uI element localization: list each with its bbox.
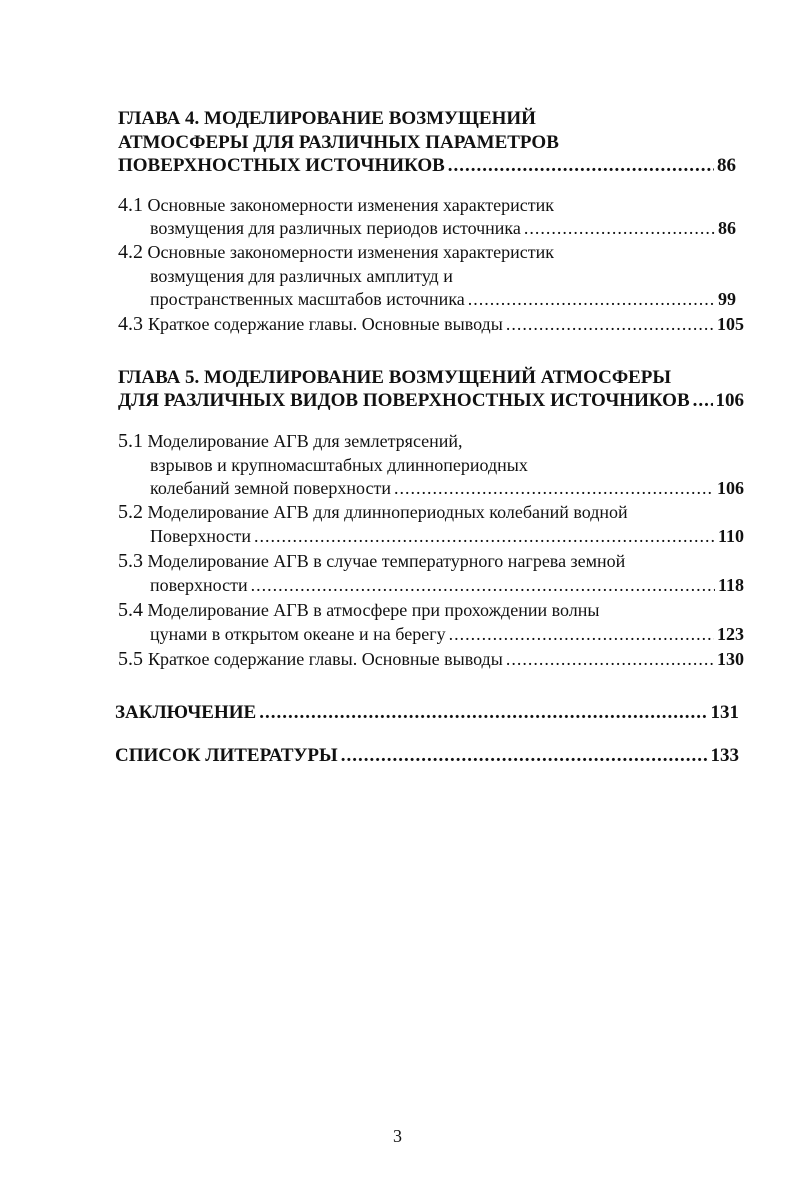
sec-4-1-line1 xyxy=(118,194,554,216)
sec-4-3-row[interactable] xyxy=(118,313,744,335)
leader-dots xyxy=(448,155,714,177)
leader-dots xyxy=(449,623,714,645)
ch4-title-row[interactable] xyxy=(118,155,736,177)
sec-4-1-number: 4.1 xyxy=(118,194,143,216)
leader-dots xyxy=(468,288,715,310)
sec-5-4-number: 5.4 xyxy=(118,599,143,621)
sec-4-2-row[interactable] xyxy=(150,288,736,310)
leader-dots xyxy=(394,477,714,499)
sec-5-2-line1 xyxy=(118,501,628,523)
sec-5-1-text1: Моделирование АГВ для землетрясений, xyxy=(147,431,463,451)
sec-5-2-text2: Поверхности xyxy=(150,526,251,546)
sec-4-2-text3: пространственных масштабов источника xyxy=(150,289,465,309)
sec-5-1-page: 106 xyxy=(717,478,744,498)
leader-dots xyxy=(693,390,713,412)
sec-4-1-text1: Основные закономерности изменения характеристик xyxy=(147,195,555,215)
sec-5-3-page: 118 xyxy=(717,575,744,595)
leader-dots xyxy=(524,217,715,239)
sec-5-4-line1 xyxy=(118,599,599,621)
ch5-title-line2: ДЛЯ РАЗЛИЧНЫХ ВИДОВ ПОВЕРХНОСТНЫХ ИСТОЧНИКОВ xyxy=(118,390,690,411)
leader-dots xyxy=(506,648,714,670)
sec-5-2-number: 5.2 xyxy=(118,501,143,523)
sec-5-5-page: 130 xyxy=(717,649,744,669)
references-page: 133 xyxy=(710,745,739,766)
sec-5-2-row[interactable] xyxy=(150,525,744,547)
sec-4-2-number: 4.2 xyxy=(118,241,143,263)
page-number: 3 xyxy=(393,1126,402,1146)
sec-5-3-text1: Моделирование АГВ в случае температурного нагрева земной xyxy=(147,551,626,571)
sec-5-2-text1: Моделирование АГВ для длиннопериодных колебаний водной xyxy=(147,502,628,522)
ch5-title-line1: ГЛАВА 5. МОДЕЛИРОВАНИЕ ВОЗМУЩЕНИЙ АТМОСФЕРЫ xyxy=(118,367,672,388)
references-row[interactable] xyxy=(115,745,739,767)
sec-5-1-row[interactable] xyxy=(150,477,744,499)
sec-5-1-text3: колебаний земной поверхности xyxy=(150,478,391,498)
sec-5-3-line1 xyxy=(118,550,625,572)
sec-5-4-text2: цунами в открытом океане и на берегу xyxy=(150,624,446,644)
sec-4-1-text2: возмущения для различных периодов источника xyxy=(150,218,521,238)
sec-5-3-row[interactable] xyxy=(150,574,744,596)
sec-5-2-page: 110 xyxy=(717,526,744,546)
sec-4-3-number: 4.3 xyxy=(118,313,143,335)
ch4-title-line3: ПОВЕРХНОСТНЫХ ИСТОЧНИКОВ xyxy=(118,155,445,176)
sec-5-5-number: 5.5 xyxy=(118,648,143,670)
leader-dots xyxy=(259,702,707,724)
sec-4-1-row[interactable] xyxy=(150,217,736,239)
sec-5-5-row[interactable] xyxy=(118,648,744,670)
leader-dots xyxy=(506,313,714,335)
sec-4-1-page: 86 xyxy=(718,218,736,238)
sec-5-1-number: 5.1 xyxy=(118,430,143,452)
sec-5-3-number: 5.3 xyxy=(118,550,143,572)
sec-5-4-row[interactable] xyxy=(150,623,744,645)
sec-4-2-text2: возмущения для различных амплитуд и xyxy=(150,266,453,286)
ch5-title-row[interactable] xyxy=(118,390,744,412)
ch4-title-line2: АТМОСФЕРЫ ДЛЯ РАЗЛИЧНЫХ ПАРАМЕТРОВ xyxy=(118,132,559,153)
sec-4-2-text1: Основные закономерности изменения характеристик xyxy=(147,242,555,262)
references-title: СПИСОК ЛИТЕРАТУРЫ xyxy=(115,745,338,766)
ch4-page: 86 xyxy=(717,155,736,176)
leader-dots xyxy=(341,745,708,767)
sec-5-5-text1: Краткое содержание главы. Основные выводы xyxy=(148,649,503,669)
sec-4-3-text1: Краткое содержание главы. Основные выводы xyxy=(148,314,503,334)
ch5-page: 106 xyxy=(715,390,744,411)
sec-5-4-text1: Моделирование АГВ в атмосфере при прохождении волны xyxy=(147,600,600,620)
conclusion-title: ЗАКЛЮЧЕНИЕ xyxy=(115,702,257,723)
conclusion-page: 131 xyxy=(710,702,739,723)
conclusion-row[interactable] xyxy=(115,702,739,724)
ch4-title-line1: ГЛАВА 4. МОДЕЛИРОВАНИЕ ВОЗМУЩЕНИЙ xyxy=(118,108,536,129)
sec-5-4-page: 123 xyxy=(717,624,744,644)
leader-dots xyxy=(251,574,715,596)
sec-5-3-text2: поверхности xyxy=(150,575,248,595)
sec-4-3-page: 105 xyxy=(717,314,744,334)
sec-4-2-page: 99 xyxy=(718,289,736,309)
sec-5-1-text2: взрывов и крупномасштабных длиннопериодных xyxy=(150,455,528,475)
sec-5-1-line1 xyxy=(118,430,463,452)
sec-4-2-line1 xyxy=(118,241,554,263)
leader-dots xyxy=(254,525,715,547)
